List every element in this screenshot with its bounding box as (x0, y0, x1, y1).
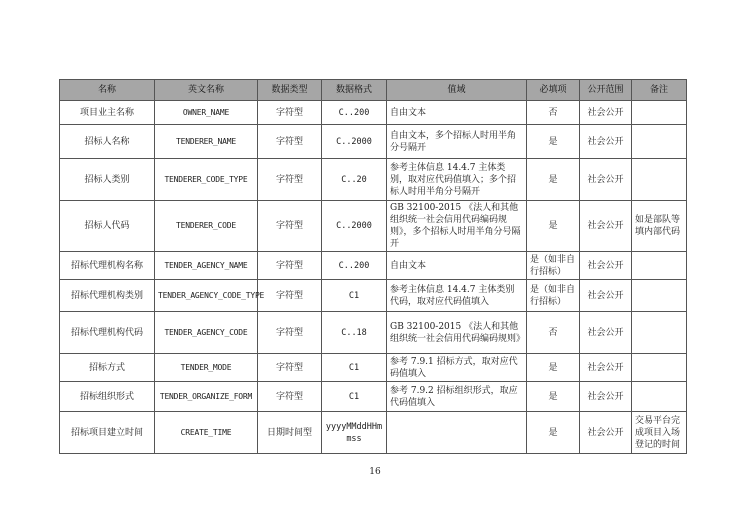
note-cell (632, 101, 687, 125)
english-name-cell: CREATE_TIME (155, 412, 258, 454)
note-cell (632, 354, 687, 382)
header-cell: 备注 (632, 80, 687, 101)
header-cell: 名称 (60, 80, 155, 101)
table-row (60, 312, 687, 354)
data-format-cell: yyyyMMddHHmmss (322, 412, 387, 454)
required-cell: 是 (527, 382, 580, 412)
table-row (60, 101, 687, 125)
value-domain-cell: 参考 7.9.2 招标组织形式，取应代码值填入 (387, 382, 527, 412)
note-cell: 如是部队等填内部代码 (632, 201, 687, 252)
english-name-cell: TENDER_AGENCY_NAME (155, 252, 258, 280)
note-cell (632, 252, 687, 280)
value-domain-cell: 参考主体信息 14.4.7 主体类别，取对应代码值填入；多个招标人时用半角分号隔开 (387, 159, 527, 201)
data-type-cell: 字符型 (258, 354, 322, 382)
public-scope-cell: 社会公开 (580, 312, 632, 354)
english-name-cell: TENDER_AGENCY_CODE_TYPE (155, 280, 258, 312)
data-type-cell: 字符型 (258, 101, 322, 125)
english-name-cell: TENDER_MODE (155, 354, 258, 382)
header-cell: 数据类型 (258, 80, 322, 101)
note-cell (632, 159, 687, 201)
value-domain-cell: 自由文本 (387, 252, 527, 280)
data-format-cell: C..200 (322, 252, 387, 280)
value-domain-cell: 参考 7.9.1 招标方式，取对应代码值填入 (387, 354, 527, 382)
table-header-row (60, 80, 687, 101)
required-cell: 否 (527, 312, 580, 354)
data-type-cell: 字符型 (258, 159, 322, 201)
name-cell: 项目业主名称 (60, 101, 155, 125)
required-cell: 是（如非自行招标） (527, 252, 580, 280)
name-cell: 招标代理机构类别 (60, 280, 155, 312)
data-type-cell: 字符型 (258, 280, 322, 312)
data-element-table (59, 79, 687, 454)
data-type-cell: 字符型 (258, 312, 322, 354)
data-format-cell: C1 (322, 280, 387, 312)
data-format-cell: C..2000 (322, 125, 387, 159)
english-name-cell: TENDERER_NAME (155, 125, 258, 159)
table-row (60, 412, 687, 454)
name-cell: 招标人类别 (60, 159, 155, 201)
required-cell: 是 (527, 125, 580, 159)
data-format-cell: C..18 (322, 312, 387, 354)
page-number: 16 (369, 467, 381, 477)
required-cell: 是 (527, 354, 580, 382)
value-domain-cell: 自由文本 (387, 101, 527, 125)
data-format-cell: C..200 (322, 101, 387, 125)
header-cell: 值域 (387, 80, 527, 101)
english-name-cell: TENDER_ORGANIZE_FORM (155, 382, 258, 412)
name-cell: 招标人代码 (60, 201, 155, 252)
table-row (60, 354, 687, 382)
name-cell: 招标项目建立时间 (60, 412, 155, 454)
public-scope-cell: 社会公开 (580, 354, 632, 382)
header-cell: 必填项 (527, 80, 580, 101)
required-cell: 是 (527, 201, 580, 252)
table-row (60, 382, 687, 412)
value-domain-cell: GB 32100-2015 《法人和其他组织统一社会信用代码编码规则》，多个招标人时用半角分号隔开 (387, 201, 527, 252)
public-scope-cell: 社会公开 (580, 125, 632, 159)
public-scope-cell: 社会公开 (580, 101, 632, 125)
public-scope-cell: 社会公开 (580, 412, 632, 454)
table-row (60, 125, 687, 159)
table-row (60, 201, 687, 252)
required-cell: 否 (527, 101, 580, 125)
note-cell (632, 382, 687, 412)
header-cell: 公开范围 (580, 80, 632, 101)
note-cell (632, 312, 687, 354)
name-cell: 招标组织形式 (60, 382, 155, 412)
public-scope-cell: 社会公开 (580, 252, 632, 280)
public-scope-cell: 社会公开 (580, 280, 632, 312)
english-name-cell: TENDERER_CODE (155, 201, 258, 252)
name-cell: 招标代理机构代码 (60, 312, 155, 354)
value-domain-cell (387, 412, 527, 454)
data-format-cell: C..20 (322, 159, 387, 201)
data-type-cell: 字符型 (258, 201, 322, 252)
data-format-cell: C..2000 (322, 201, 387, 252)
english-name-cell: TENDERER_CODE_TYPE (155, 159, 258, 201)
data-type-cell: 字符型 (258, 382, 322, 412)
table-row (60, 280, 687, 312)
note-cell: 交易平台完成项目入场登记的时间 (632, 412, 687, 454)
public-scope-cell: 社会公开 (580, 201, 632, 252)
data-format-cell: C1 (322, 354, 387, 382)
required-cell: 是 (527, 412, 580, 454)
data-format-cell: C1 (322, 382, 387, 412)
note-cell (632, 125, 687, 159)
data-type-cell: 字符型 (258, 252, 322, 280)
value-domain-cell: 参考主体信息 14.4.7 主体类别代码，取对应代码值填入 (387, 280, 527, 312)
english-name-cell: TENDER_AGENCY_CODE (155, 312, 258, 354)
required-cell: 是 (527, 159, 580, 201)
table-row (60, 252, 687, 280)
required-cell: 是（如非自行招标） (527, 280, 580, 312)
english-name-cell: OWNER_NAME (155, 101, 258, 125)
table-row (60, 159, 687, 201)
value-domain-cell: GB 32100-2015 《法人和其他组织统一社会信用代码编码规则》 (387, 312, 527, 354)
header-cell: 英文名称 (155, 80, 258, 101)
note-cell (632, 280, 687, 312)
data-type-cell: 日期时间型 (258, 412, 322, 454)
header-cell: 数据格式 (322, 80, 387, 101)
public-scope-cell: 社会公开 (580, 159, 632, 201)
data-type-cell: 字符型 (258, 125, 322, 159)
name-cell: 招标代理机构名称 (60, 252, 155, 280)
name-cell: 招标人名称 (60, 125, 155, 159)
value-domain-cell: 自由文本，多个招标人时用半角分号隔开 (387, 125, 527, 159)
name-cell: 招标方式 (60, 354, 155, 382)
public-scope-cell: 社会公开 (580, 382, 632, 412)
